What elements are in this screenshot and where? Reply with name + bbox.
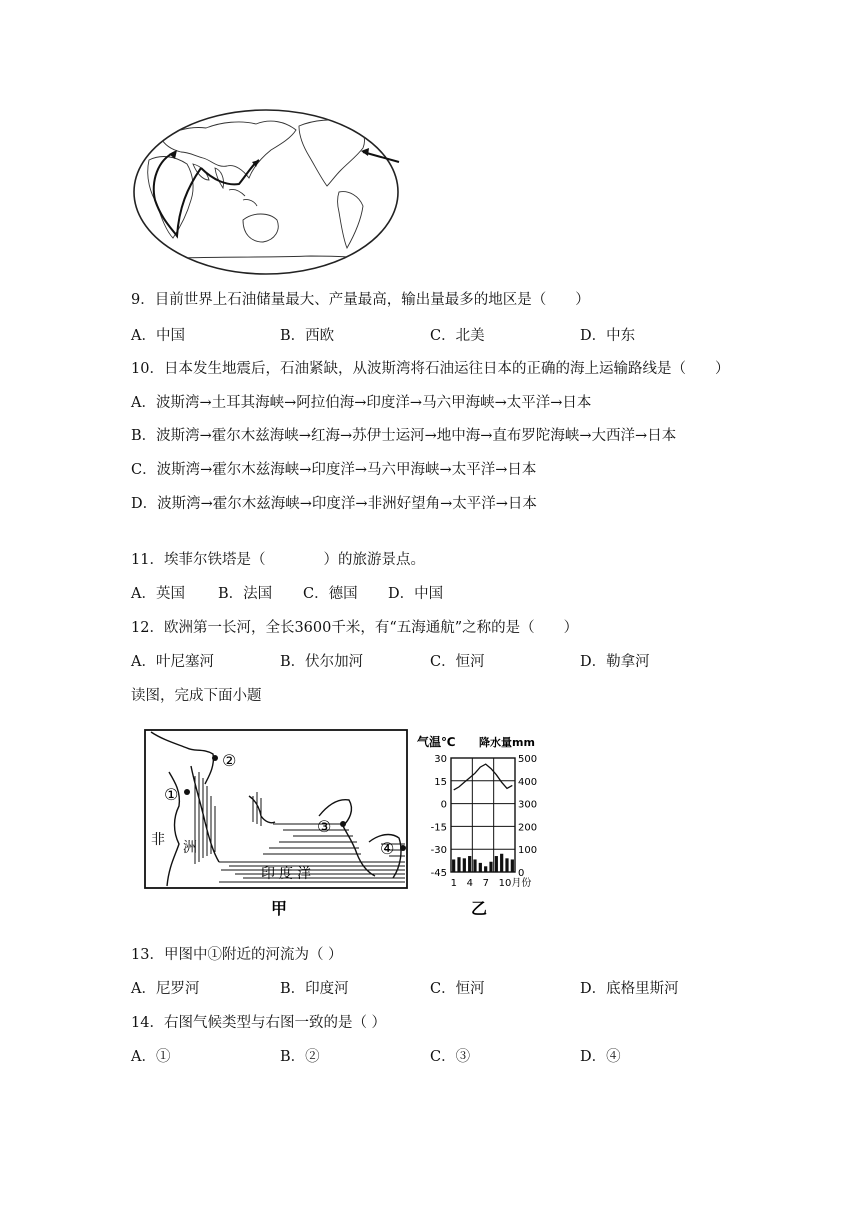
marker-3-label: ③ xyxy=(317,817,332,836)
reading-prompt: 读图，完成下面小题 xyxy=(131,688,262,704)
climate-caption: 乙 xyxy=(471,899,488,918)
precip-bar xyxy=(468,856,471,872)
q13-option-c[interactable]: C．恒河 xyxy=(430,981,485,997)
precip-bar xyxy=(505,858,508,872)
precip-bar xyxy=(463,858,466,872)
map-jia xyxy=(143,726,411,922)
q10-option-b[interactable]: B．波斯湾→霍尔木兹海峡→红海→苏伊士运河→地中海→直布罗陀海峡→大西洋→日本 xyxy=(131,428,677,444)
precip-bar xyxy=(457,857,460,872)
q12-option-b[interactable]: B．伏尔加河 xyxy=(280,654,364,670)
precip-tick-label: 400 xyxy=(518,776,538,788)
temp-tick-label: -45 xyxy=(430,868,447,879)
precip-bar xyxy=(511,859,514,872)
temp-tick-label: -30 xyxy=(430,845,447,857)
q9-option-b[interactable]: B．西欧 xyxy=(280,328,335,344)
map-jia-caption: 甲 xyxy=(271,899,288,918)
q13-option-b[interactable]: B．印度河 xyxy=(280,981,349,997)
precip-bar xyxy=(500,854,503,872)
africa-label-1: 非 xyxy=(151,832,165,848)
q14-option-b[interactable]: B．② xyxy=(280,1049,320,1065)
question-13-stem: 13．甲图中①附近的河流为（ ） xyxy=(131,947,343,963)
temp-tick-label: 15 xyxy=(434,776,447,788)
month-tick-label: 4 xyxy=(466,878,474,889)
q13-option-d[interactable]: D．底格里斯河 xyxy=(580,981,679,997)
q11-option-b[interactable]: B．法国 xyxy=(218,586,273,602)
marker-1-label: ① xyxy=(164,785,179,804)
q9-option-c[interactable]: C．北美 xyxy=(430,328,485,344)
q12-option-d[interactable]: D．勒拿河 xyxy=(580,654,650,670)
world-route-map xyxy=(131,108,401,276)
q12-option-a[interactable]: A．叶尼塞河 xyxy=(131,654,214,670)
marker-2-label: ② xyxy=(222,751,237,770)
q12-option-c[interactable]: C．恒河 xyxy=(430,654,485,670)
q9-option-d[interactable]: D．中东 xyxy=(580,328,636,344)
temp-tick-label: 0 xyxy=(440,799,447,811)
precip-unit-label: 降水量mm xyxy=(479,736,535,749)
q10-option-a[interactable]: A．波斯湾→土耳其海峡→阿拉伯海→印度洋→马六甲海峡→太平洋→日本 xyxy=(131,395,592,411)
q14-option-d[interactable]: D．④ xyxy=(580,1049,621,1065)
month-tick-label: 1 xyxy=(450,878,458,889)
question-10-stem: 10．日本发生地震后，石油紧缺，从波斯湾将石油运往日本的正确的海上运输路线是（ ） xyxy=(131,361,730,377)
precip-bar xyxy=(495,856,498,872)
month-tick-label: 7 xyxy=(482,878,490,889)
temp-unit-label: 气温℃ xyxy=(417,735,456,749)
ocean-label: 印度洋 xyxy=(261,866,315,882)
month-tick-label: 10月份 xyxy=(498,878,532,889)
marker-4-label: ④ xyxy=(380,839,395,858)
precip-bar xyxy=(489,862,492,872)
precip-bar xyxy=(473,859,476,872)
question-11-stem: 11．埃菲尔铁塔是（ ）的旅游景点。 xyxy=(131,552,425,568)
africa-label-2: 洲 xyxy=(183,840,197,856)
precip-tick-label: 0 xyxy=(518,868,525,879)
q13-option-a[interactable]: A．尼罗河 xyxy=(131,981,200,997)
question-14-stem: 14．右图气候类型与右图一致的是（ ） xyxy=(131,1015,387,1031)
precip-tick-label: 300 xyxy=(518,799,538,811)
chart-frame xyxy=(451,758,515,872)
q11-option-c[interactable]: C．德国 xyxy=(303,586,358,602)
precip-tick-label: 200 xyxy=(518,822,538,834)
q11-option-d[interactable]: D．中国 xyxy=(388,586,444,602)
q11-option-a[interactable]: A．英国 xyxy=(131,586,185,602)
question-12-stem: 12．欧洲第一长河，全长3600千米，有“五海通航”之称的是（ ） xyxy=(131,620,579,636)
temperature-line xyxy=(454,764,513,790)
precip-tick-label: 100 xyxy=(518,845,538,857)
climate-chart-yi xyxy=(415,728,555,922)
q10-option-c[interactable]: C．波斯湾→霍尔木兹海峡→印度洋→马六甲海峡→太平洋→日本 xyxy=(131,462,537,478)
precip-bar xyxy=(479,863,482,872)
precip-bar xyxy=(452,859,455,872)
precip-tick-label: 500 xyxy=(518,754,538,765)
temp-tick-label: 30 xyxy=(434,754,447,765)
q14-option-a[interactable]: A．① xyxy=(131,1049,171,1065)
precip-bar xyxy=(484,866,487,872)
question-9-stem: 9．目前世界上石油储量最大、产量最高，输出量最多的地区是（ ） xyxy=(131,292,590,308)
q14-option-c[interactable]: C．③ xyxy=(430,1049,471,1065)
q10-option-d[interactable]: D．波斯湾→霍尔木兹海峡→印度洋→非洲好望角→太平洋→日本 xyxy=(131,496,537,512)
q9-option-a[interactable]: A．中国 xyxy=(131,328,185,344)
temp-tick-label: -15 xyxy=(430,822,447,834)
